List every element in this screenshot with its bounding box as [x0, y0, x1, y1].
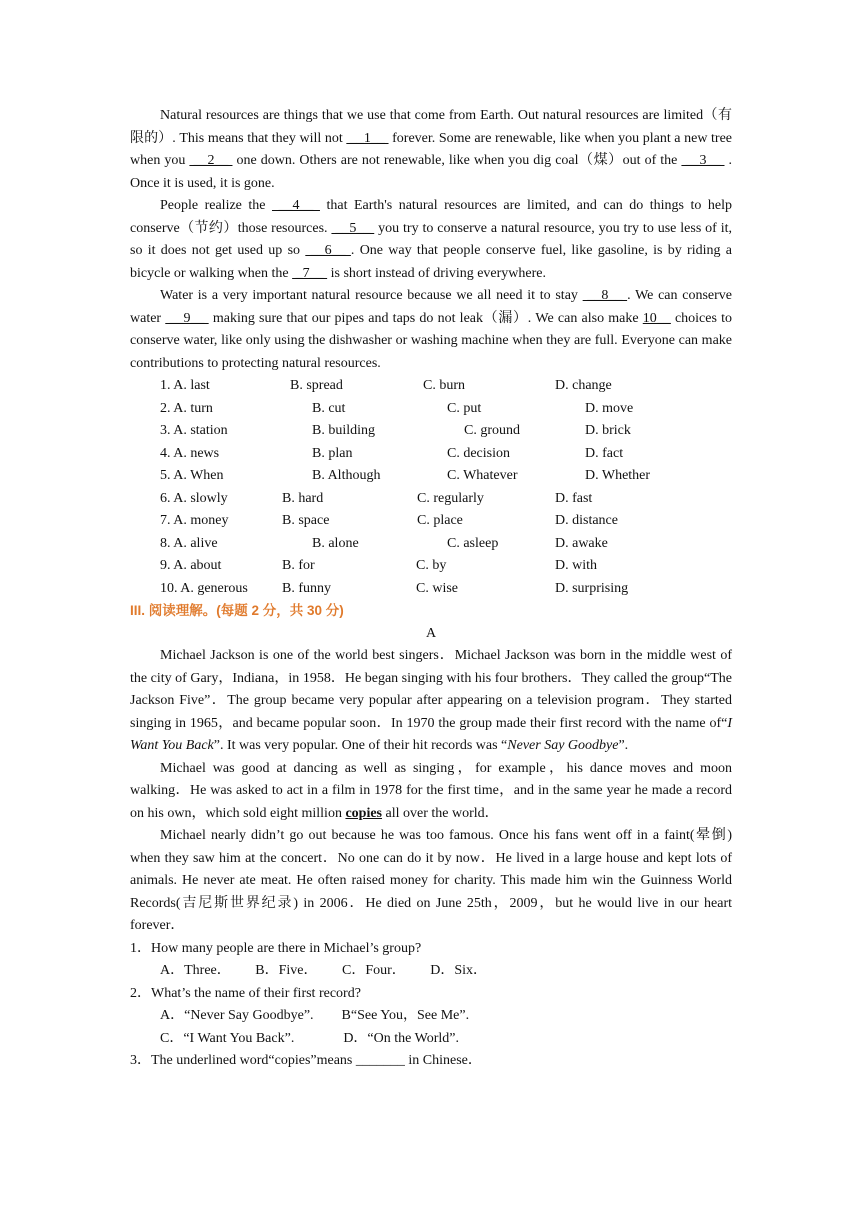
option-a: 9. A. about	[160, 558, 222, 573]
question-stem: 3．The underlined word“copies”means _______ in Chinese．	[130, 1053, 482, 1068]
text: Water is a very important natural resource because we all need it to stay	[160, 288, 583, 303]
option-d: D. Whether	[585, 468, 651, 483]
option-row	[130, 398, 732, 421]
option-a: 5. A. When	[160, 468, 224, 483]
document-page	[130, 105, 732, 1073]
option-d: D. awake	[555, 535, 608, 551]
question-options: C．“I Want You Back”. D．“On the World”.	[160, 1030, 459, 1046]
option-c: C. put	[447, 400, 482, 416]
question-2	[130, 983, 732, 1051]
cloze-options	[130, 375, 732, 600]
cloze-paragraph-1	[130, 105, 732, 195]
text: that Earth's natural resources are limited, and can do things to help conserve（节约）those resources.	[130, 198, 732, 236]
text: ”.	[618, 738, 629, 753]
option-b: B. space	[282, 513, 330, 528]
option-b: B. funny	[282, 580, 331, 596]
text: forever. Some are renewable, like when you plant a new tree when you	[130, 130, 733, 168]
option-c: C. regularly	[417, 490, 484, 506]
option-c: C. ground	[464, 423, 520, 438]
option-b: B. Although	[312, 468, 381, 483]
text: People realize the	[160, 198, 272, 213]
option-c: C. decision	[447, 445, 510, 461]
section-title: III. 阅读理解。(每题 2 分，共 30 分)	[130, 603, 344, 618]
text: all over the world．	[382, 805, 499, 821]
option-row	[130, 443, 732, 466]
blank-3: __3__	[681, 153, 725, 168]
text: Michael Jackson is one of the world best singers．Michael Jackson was born in the middle west of the city of Gary，Indiana，in 1958．He began singing with his four brothers．They called the group“The Jackson Five”．The group became very popular after appearing on a television program．They started singing in 1965，and became popular soon．In 1970 the group made their first record with the name of“	[130, 648, 732, 731]
blank-1: __1__	[346, 130, 389, 146]
option-row	[130, 533, 732, 556]
text: you try to conserve a natural resource, you try to use less of it, so it does not get used up so	[130, 220, 732, 258]
text: . One way that people conserve fuel, like gasoline, is by riding a bicycle or walking when the	[130, 243, 733, 281]
reading-paragraph-2	[130, 758, 732, 826]
option-a: 3. A. station	[160, 423, 228, 438]
option-row	[130, 578, 732, 601]
option-a: 10. A. generous	[160, 580, 248, 596]
option-row	[130, 420, 732, 443]
option-d: D. with	[555, 558, 597, 573]
record-title: Never Say Goodbye	[507, 738, 619, 753]
option-a: 1. A. last	[160, 378, 210, 393]
option-row	[130, 465, 732, 488]
option-d: D. change	[555, 378, 612, 393]
option-row	[130, 510, 732, 533]
option-d: D. fact	[585, 445, 624, 461]
option-b: B. spread	[290, 378, 343, 393]
text: Natural resources are things that we use that come from Earth. Out natural resources are limited（有限的）. This means that they will not	[130, 108, 732, 146]
text: is short instead of driving everywhere.	[327, 265, 547, 281]
option-d: D. surprising	[555, 580, 629, 596]
blank-7: _7__	[292, 265, 328, 281]
blank-8: __8__	[582, 288, 628, 303]
option-b: B. plan	[312, 445, 353, 461]
blank-9: __9__	[165, 310, 209, 326]
option-c: C. Whatever	[447, 468, 518, 483]
option-c: C. burn	[423, 378, 465, 393]
question-3	[130, 1050, 732, 1073]
blank-4: __4__	[271, 198, 320, 213]
option-c: C. wise	[416, 580, 458, 596]
option-b: B. building	[312, 423, 376, 438]
record-title: I Want You Back	[130, 715, 732, 753]
text: . Once it is used, it is gone.	[130, 153, 733, 191]
text: . We can conserve water	[130, 288, 733, 326]
blank-5: __5__	[331, 220, 375, 236]
option-d: D. fast	[555, 490, 593, 506]
option-c: C. by	[416, 558, 447, 573]
reading-paragraph-1	[130, 645, 732, 758]
cloze-paragraph-2	[130, 195, 732, 285]
option-b: B. for	[282, 558, 315, 573]
option-c: C. asleep	[447, 535, 499, 551]
option-a: 2. A. turn	[160, 400, 213, 416]
text: making sure that our pipes and taps do not leak（漏）. We can also make	[208, 310, 643, 326]
cloze-paragraph-3	[130, 285, 732, 375]
option-d: D. brick	[585, 423, 631, 438]
option-b: B. alone	[312, 535, 359, 551]
blank-10: 10__	[642, 310, 671, 326]
option-b: B. cut	[312, 400, 346, 416]
question-1	[130, 938, 732, 983]
option-d: D. distance	[555, 513, 618, 528]
question-stem: 1．How many people are there in Michael’s group?	[130, 940, 422, 956]
option-row	[130, 488, 732, 511]
question-options: A．“Never Say Goodbye”. B“See You，See Me”.	[160, 1008, 470, 1023]
question-stem: 2．What’s the name of their first record?	[130, 985, 361, 1001]
text: ”. It was very popular. One of their hit records was “	[213, 738, 508, 753]
option-a: 6. A. slowly	[160, 490, 228, 506]
option-b: B. hard	[282, 490, 324, 506]
option-a: 4. A. news	[160, 445, 220, 461]
underlined-word: copies	[345, 805, 383, 821]
blank-6: __6__	[305, 243, 351, 258]
reading-paragraph-3: Michael nearly didn’t go out because he was too famous. Once his fans went off in a faint(晕倒) when they saw him at the concert．No one can do it by now．He lived in a large house and kept lots of animals. He never ate meat. He often raised money for charity. This made him win the Guinness World Records(吉尼斯世界纪录) in 2006．He died on June 25th，2009，but he would live in our heart forever．	[130, 828, 732, 933]
text: one down. Others are not renewable, like when you dig coal（煤）out of the	[232, 153, 682, 168]
option-a: 8. A. alive	[160, 535, 218, 551]
blank-2: __2__	[189, 153, 233, 168]
option-a: 7. A. money	[160, 513, 229, 528]
option-d: D. move	[585, 400, 634, 416]
text: choices to conserve water, like only using the dishwasher or washing machine when they are full. Everyone can make contributions to protecting natural resources.	[130, 310, 733, 371]
option-row	[130, 555, 732, 578]
question-options: A．Three． B．Five． C．Four． D．Six．	[160, 963, 488, 978]
text: Michael was good at dancing as well as singing，for example，his dance moves and moon walking．He was asked to act in a film in 1978 for the first time，and in the same year he made a record on his own，which sold eight million	[130, 760, 732, 821]
option-row	[130, 375, 732, 398]
part-label: A	[425, 625, 437, 641]
option-c: C. place	[417, 513, 463, 528]
